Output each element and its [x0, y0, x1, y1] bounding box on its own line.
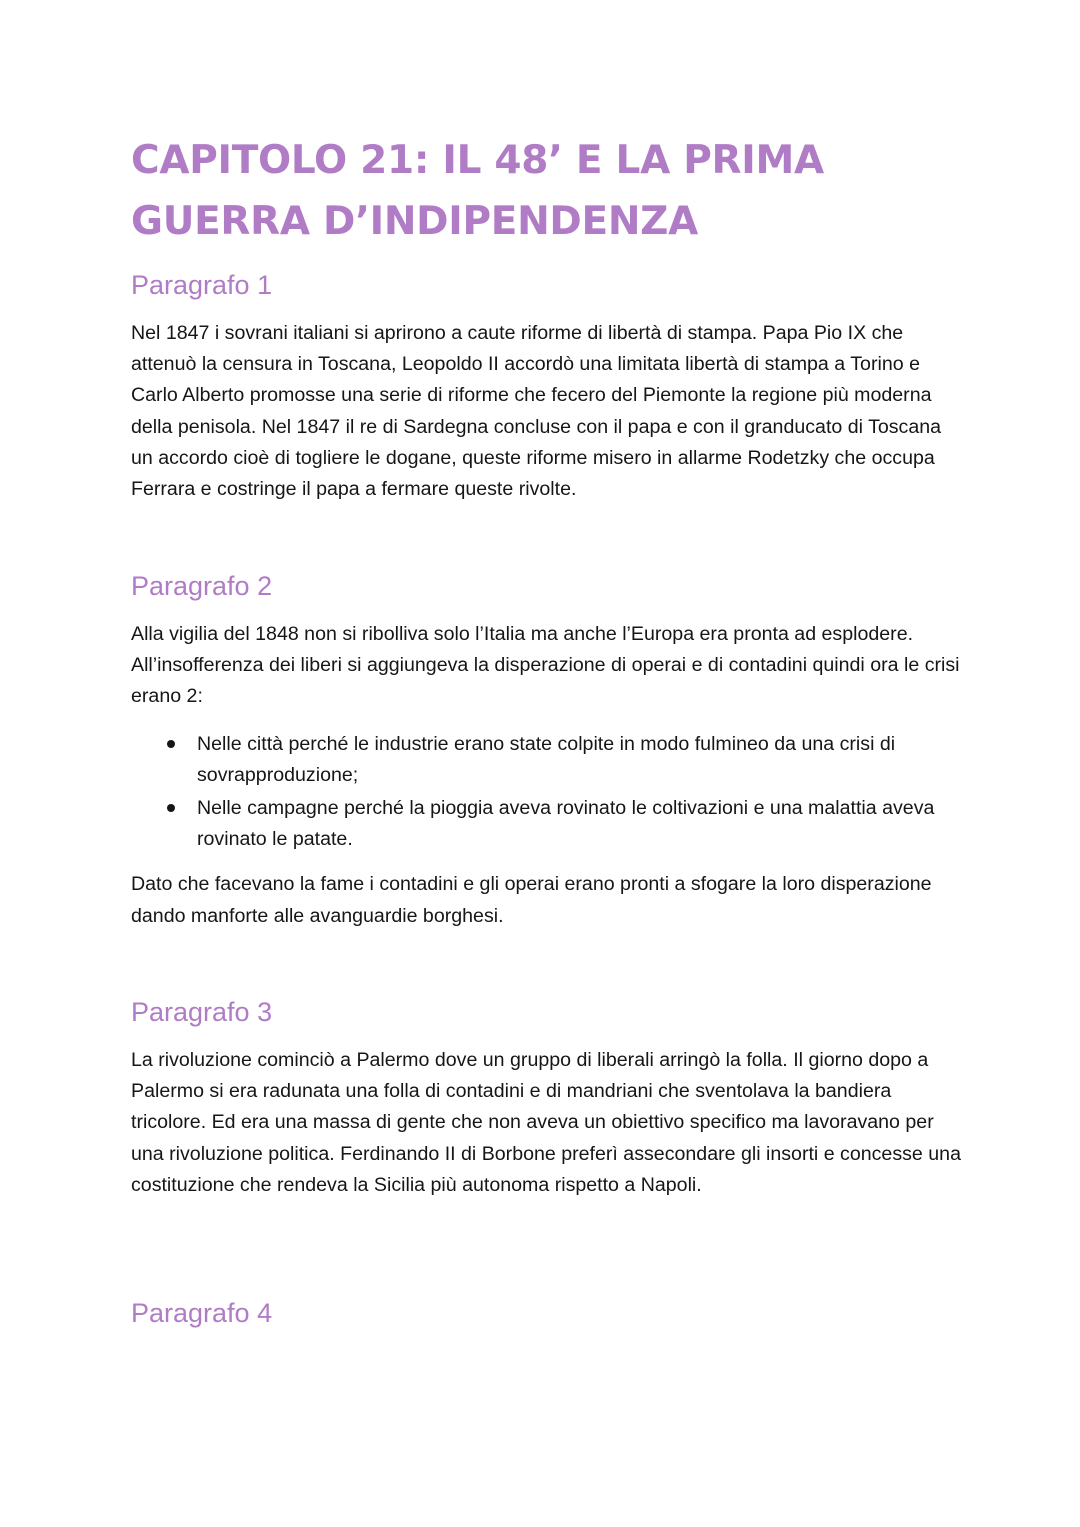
section-text: La rivoluzione cominciò a Palermo dove un gruppo di liberali arringò la folla. Il giorno dopo a Palermo si era radunata una folla di contadini e di mandriani che sventolava la bandiera tricolore. Ed era una massa di gente che non aveva un obiettivo specifico ma lavoravano per una rivoluzione politica. Ferdinando II di Borbone preferì assecondare gli insorti e concesse una costituzione che rendeva la Sicilia più autonoma rispetto a Napoli. [131, 1049, 961, 1196]
section-heading: Paragrafo 1 [131, 270, 273, 300]
section-text-after: Dato che facevano la fame i contadini e gli operai erano pronti a sfogare la loro disperazione dando manforte alle avanguardie borghesi. [131, 873, 932, 927]
list-item [131, 793, 961, 855]
section-heading: Paragrafo 3 [131, 997, 273, 1027]
document-page [131, 130, 961, 1328]
bullet-icon [167, 740, 175, 748]
section-heading: Paragrafo 2 [131, 571, 273, 601]
bullet-list [131, 729, 961, 856]
section-paragrafo-2 [131, 569, 961, 932]
list-item [131, 729, 961, 791]
section-text: Nel 1847 i sovrani italiani si aprirono a caute riforme di libertà di stampa. Papa Pio IX che attenuò la censura in Toscana, Leopoldo II accordò una limitata libertà di stampa a Torino e Carlo Alberto promosse una serie di riforme che fecero del Piemonte la regione più moderna della penisola. Nel 1847 il re di Sardegna concluse con il papa e con il granducato di Toscana un accordo cioè di togliere le dogane, queste riforme misero in allarme Rodetzky che occupa Ferrara e costringe il papa a fermare queste rivolte. [131, 322, 942, 501]
list-item-text: Nelle campagne perché la pioggia aveva rovinato le coltivazioni e una malattia aveva rovinato le patate. [197, 797, 935, 851]
section-paragrafo-4 [131, 1296, 961, 1346]
bullet-icon [167, 804, 175, 812]
section-paragrafo-1 [131, 268, 961, 505]
section-heading: Paragrafo 4 [131, 1298, 273, 1328]
section-text: Alla vigilia del 1848 non si ribolliva solo l’Italia ma anche l’Europa era pronta ad esplodere. All’insofferenza dei liberi si aggiungeva la disperazione di operai e di contadini quindi ora le crisi erano 2: [131, 623, 960, 708]
section-paragrafo-3 [131, 995, 961, 1201]
document-title: CAPITOLO 21: IL 48’ E LA PRIMA GUERRA D’INDIPENDENZA [131, 138, 824, 244]
list-item-text: Nelle città perché le industrie erano state colpite in modo fulmineo da una crisi di sovrapproduzione; [197, 732, 896, 786]
